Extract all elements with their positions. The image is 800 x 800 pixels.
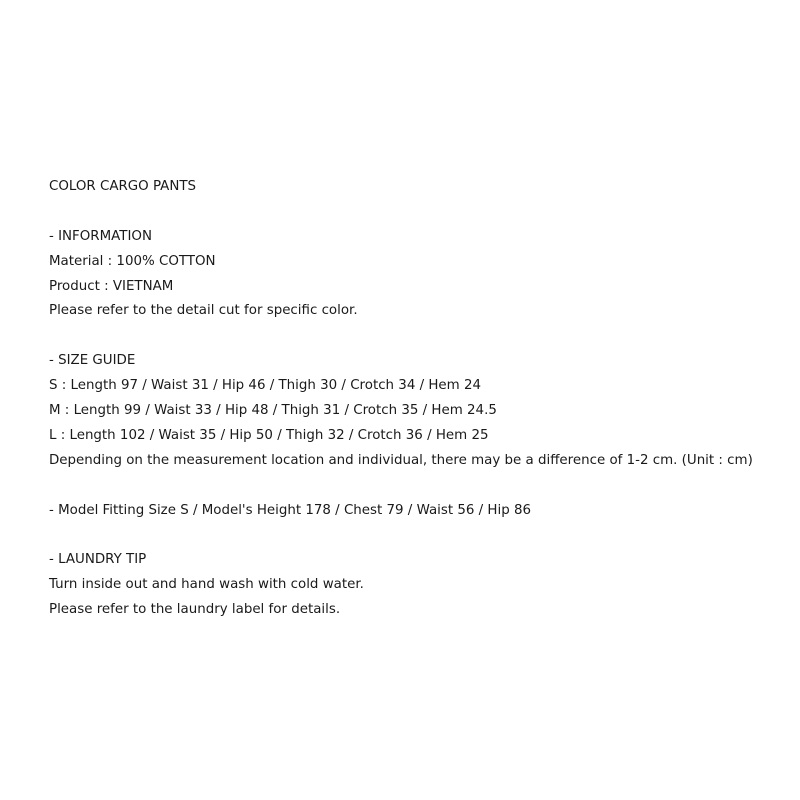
spacer [49, 200, 789, 225]
size-row-s: S : Length 97 / Waist 31 / Hip 46 / Thigh 30 / Crotch 34 / Hem 24 [49, 378, 482, 394]
model-fitting-text: - Model Fitting Size S / Model's Height 178 / Chest 79 / Waist 56 / Hip 86 [49, 502, 532, 518]
product-description [49, 175, 789, 623]
size-row-l: L : Length 102 / Waist 35 / Hip 50 / Thigh 32 / Crotch 36 / Hem 25 [49, 427, 489, 443]
size-row-m: M : Length 99 / Waist 33 / Hip 48 / Thigh 31 / Crotch 35 / Hem 24.5 [49, 403, 497, 419]
material-text: Material : 100% COTTON [49, 253, 216, 269]
size-guide-heading: - SIZE GUIDE [49, 353, 136, 369]
spacer [49, 324, 789, 349]
product-title: COLOR CARGO PANTS [49, 179, 197, 194]
spacer [49, 474, 789, 499]
origin-text: Product : VIETNAM [49, 278, 174, 294]
color-note: Please refer to the detail cut for specific color. [49, 303, 358, 319]
measurement-note: Depending on the measurement location and individual, there may be a difference of 1-2 cm. (Unit : cm) [49, 452, 753, 468]
laundry-heading: - LAUNDRY TIP [49, 552, 147, 568]
laundry-tip-text: Turn inside out and hand wash with cold water. [49, 577, 364, 593]
laundry-note: Please refer to the laundry label for details. [49, 602, 341, 618]
information-heading: - INFORMATION [49, 228, 152, 244]
spacer [49, 523, 789, 548]
